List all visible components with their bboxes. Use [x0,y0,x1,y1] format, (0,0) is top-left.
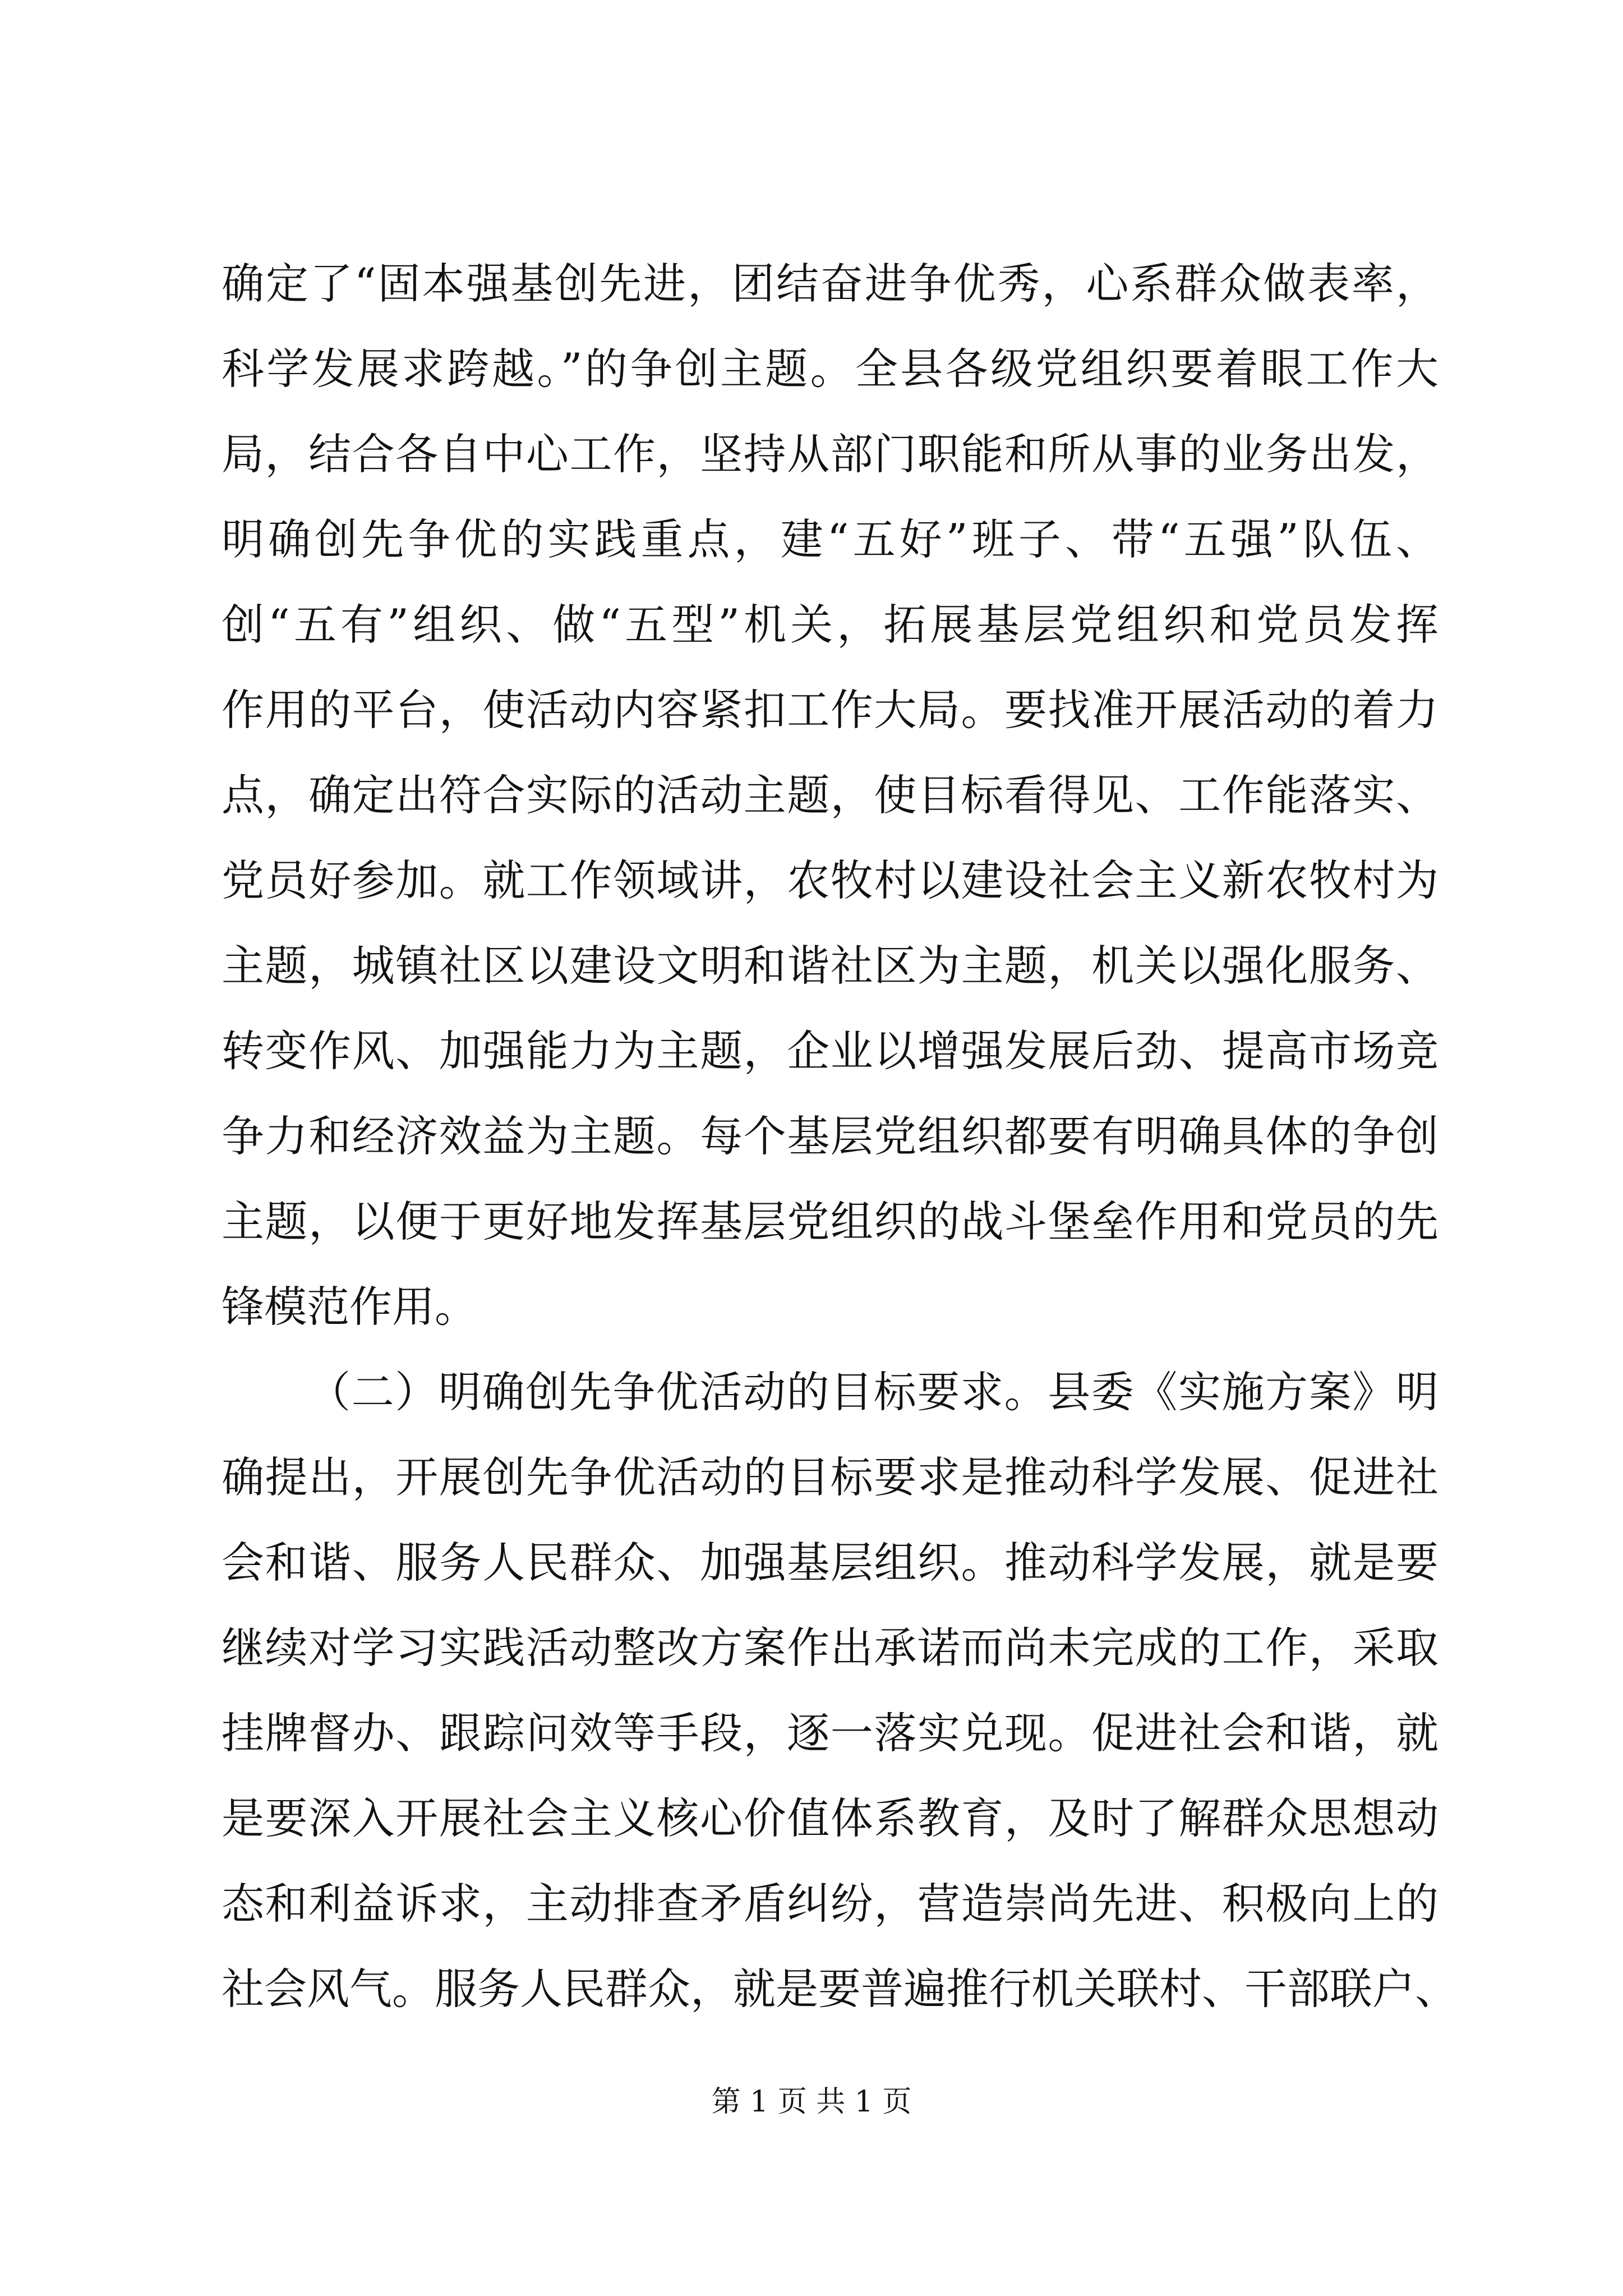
paragraph-line: 局，结合各自中心工作，坚持从部门职能和所从事的业务出发， [222,429,1438,479]
paragraph-line: 态和利益诉求，主动排查矛盾纠纷，营造崇尚先进、积极向上的 [222,1879,1438,1929]
paragraph-line: 社会风气。服务人民群众，就是要普遍推行机关联村、干部联户、 [222,1964,1458,2014]
paragraph-line: 主题，城镇社区以建设文明和谐社区为主题，机关以强化服务、 [222,941,1438,991]
paragraph-line: 明确创先争优的实践重点，建“五好”班子、带“五强”队伍、 [222,514,1438,564]
paragraph-line: 锋模范作用。 [222,1282,477,1332]
paragraph-line: 作用的平台，使活动内容紧扣工作大局。要找准开展活动的着力 [222,685,1438,735]
paragraph-line: 点，确定出符合实际的活动主题，使目标看得见、工作能落实、 [222,770,1438,820]
paragraph-line: 挂牌督办、跟踪问效等手段，逐一落实兑现。促进社会和谐，就 [222,1708,1438,1758]
paragraph-line: 转变作风、加强能力为主题，企业以增强发展后劲、提高市场竞 [222,1026,1438,1076]
document-body [222,241,1458,2032]
paragraph-line: 确提出，开展创先争优活动的目标要求是推动科学发展、促进社 [222,1452,1438,1502]
paragraph-line: 主题，以便于更好地发挥基层党组织的战斗堡垒作用和党员的先 [222,1197,1438,1246]
paragraph-line: 是要深入开展社会主义核心价值体系教育，及时了解群众思想动 [222,1793,1438,1843]
page-footer: 第 1 页 共 1 页 [711,2085,912,2119]
paragraph-line: 会和谐、服务人民群众、加强基层组织。推动科学发展，就是要 [222,1538,1438,1588]
paragraph-line: 党员好参加。就工作领域讲，农牧村以建设社会主义新农牧村为 [222,855,1438,905]
section-heading-line: （二）明确创先争优活动的目标要求。县委《实施方案》明 [308,1367,1438,1417]
paragraph-line: 科学发展求跨越。”的争创主题。全县各级党组织要着眼工作大 [222,344,1438,394]
paragraph-line: 创“五有”组织、做“五型”机关，拓展基层党组织和党员发挥 [222,600,1438,650]
paragraph-line: 确定了“固本强基创先进，团结奋进争优秀，心系群众做表率， [222,259,1438,309]
paragraph-line: 争力和经济效益为主题。每个基层党组织都要有明确具体的争创 [222,1111,1438,1161]
paragraph-line: 继续对学习实践活动整改方案作出承诺而尚未完成的工作，采取 [222,1623,1438,1673]
